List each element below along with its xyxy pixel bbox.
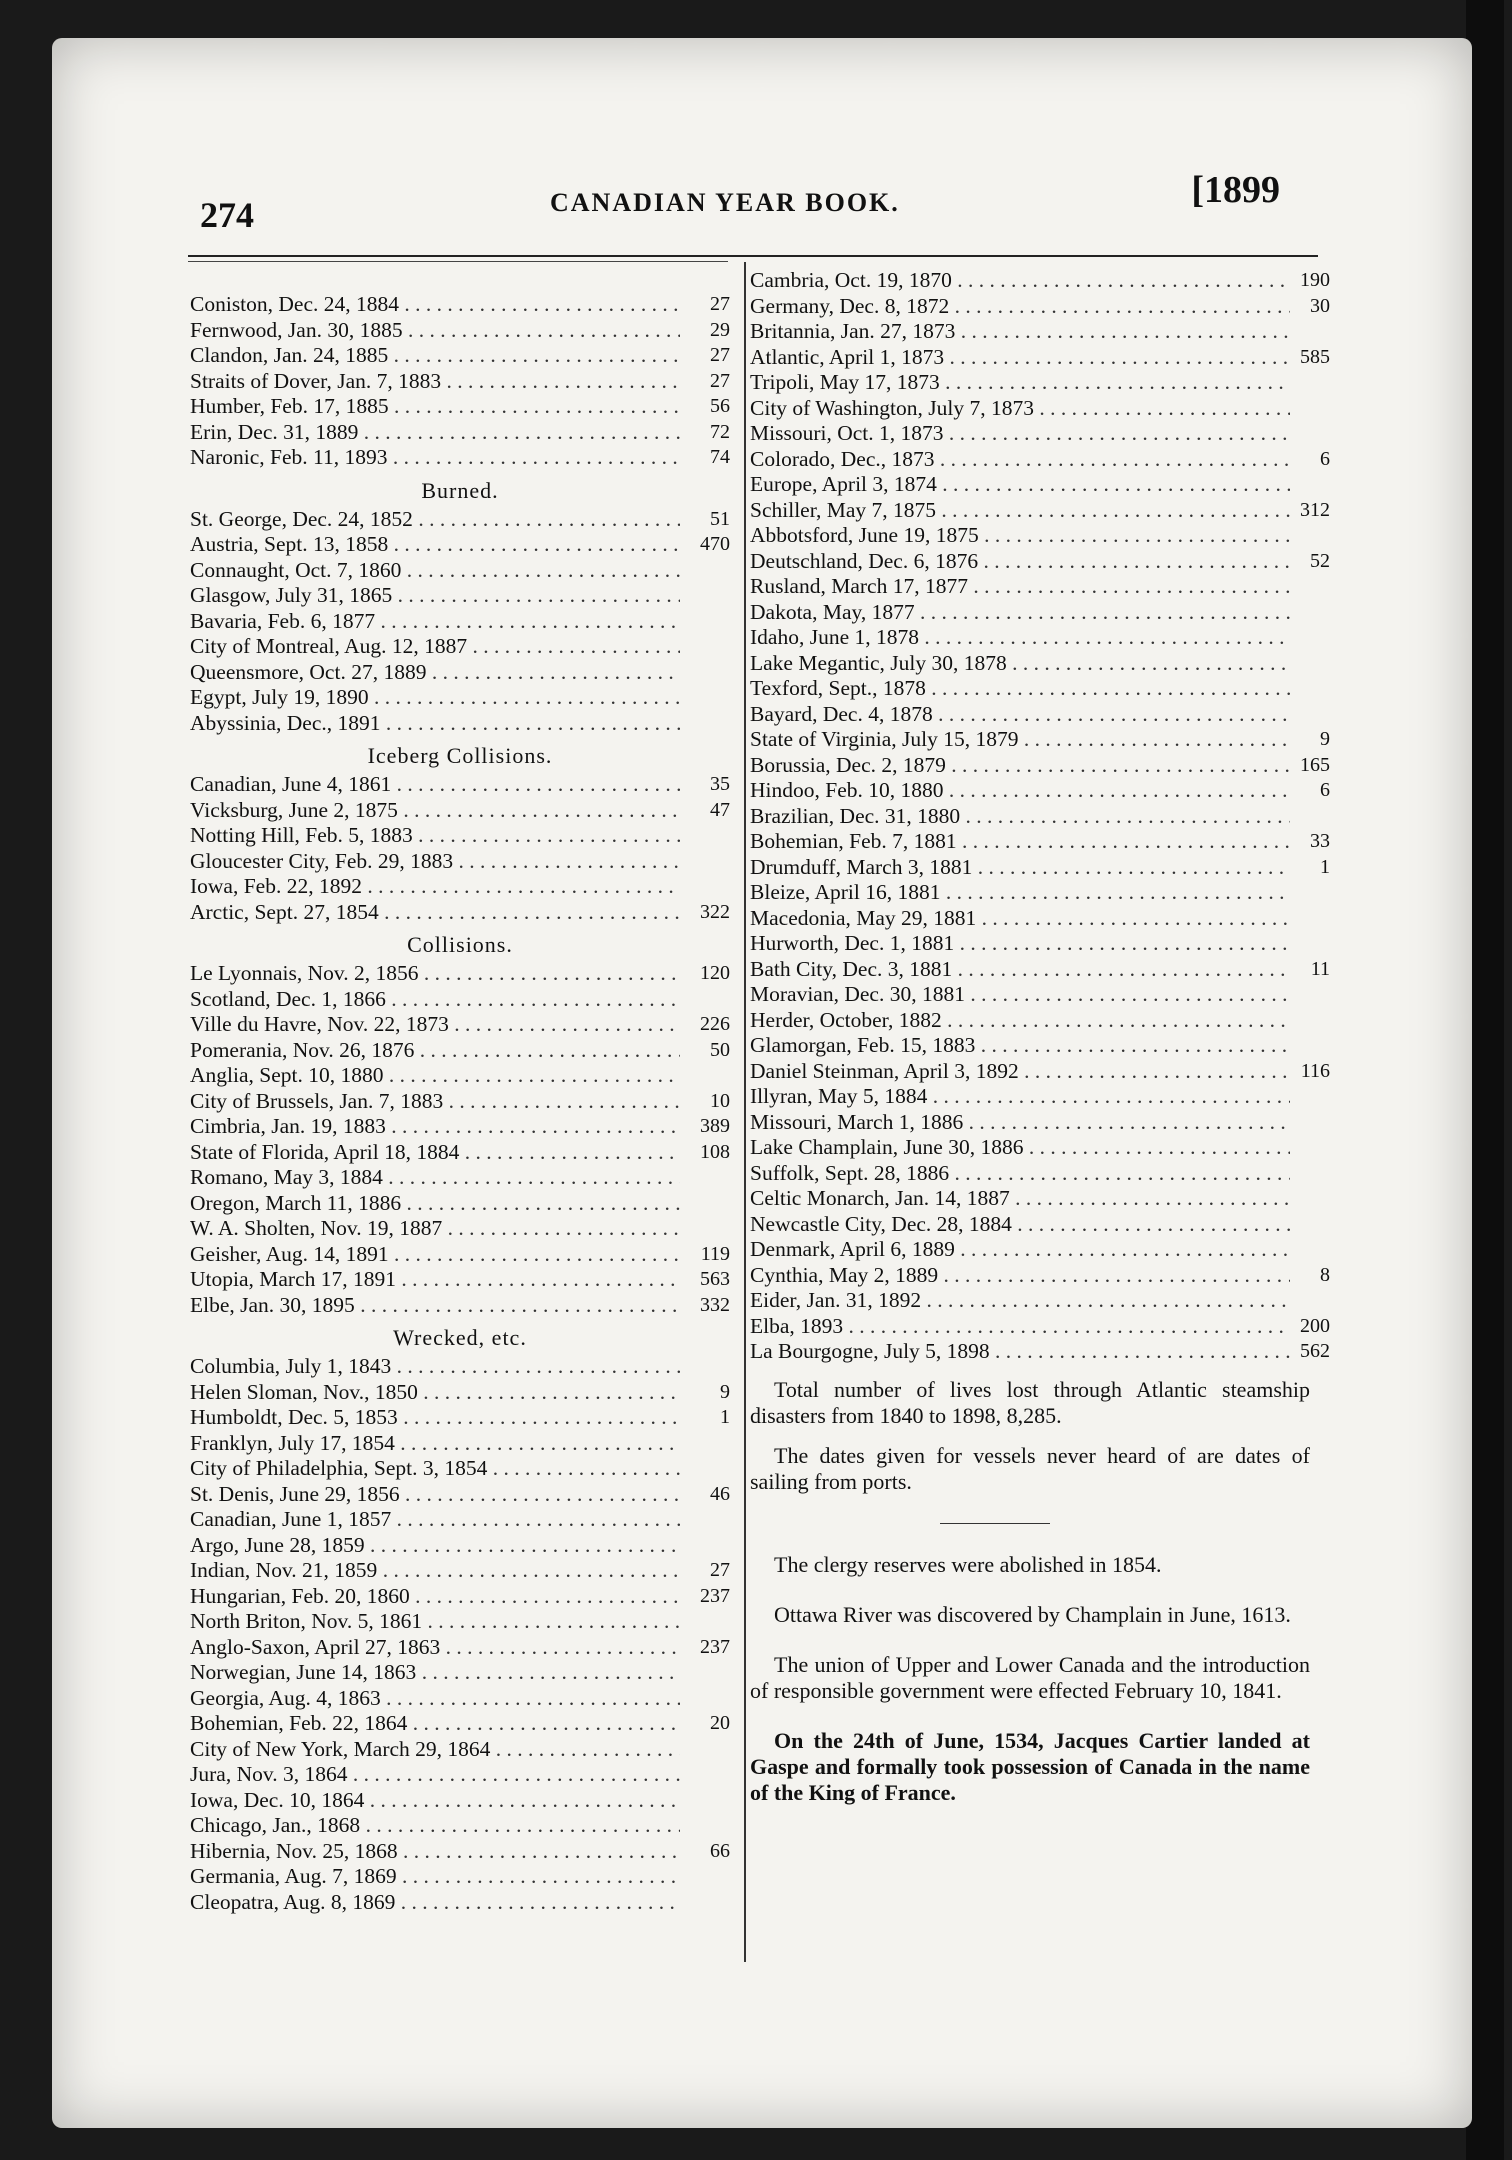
vessel-entry bbox=[750, 421, 1330, 447]
cartier-paragraph: On the 24th of June, 1534, Jacques Cartier landed at Gaspe and formally took possession of Canada in the name of the King of France. bbox=[750, 1727, 1310, 1805]
section-heading: Collisions. bbox=[407, 932, 513, 957]
lives-lost: 6 bbox=[1314, 778, 1330, 804]
vessel-entry bbox=[190, 1788, 730, 1814]
vessel-entry bbox=[750, 676, 1330, 702]
vessel-entry bbox=[190, 318, 730, 344]
vessel-name: Celtic Monarch, Jan. 14, 1887 . . . bbox=[750, 1186, 1290, 1212]
vessel-name: Bath City, Dec. 3, 1881 . . . bbox=[750, 957, 1290, 983]
vessel-name: Humboldt, Dec. 5, 1853 . . . bbox=[190, 1405, 680, 1431]
vessel-name: Franklyn, July 17, 1854 . . . bbox=[190, 1431, 680, 1457]
vessel-name: Illyran, May 5, 1884 . . . bbox=[750, 1084, 1290, 1110]
lives-lost: 108 bbox=[694, 1140, 730, 1166]
vessel-name: City of Brussels, Jan. 7, 1883 . . . bbox=[190, 1089, 680, 1115]
vessel-entry bbox=[190, 1431, 730, 1457]
vessel-entry bbox=[750, 957, 1330, 983]
vessel-entry bbox=[190, 1191, 730, 1217]
vessel-name: Cleopatra, Aug. 8, 1869 . . . bbox=[190, 1890, 680, 1916]
vessel-name: Rusland, March 17, 1877 . . . bbox=[750, 574, 1290, 600]
vessel-name: Borussia, Dec. 2, 1879 . . . bbox=[750, 753, 1290, 779]
lives-lost: 470 bbox=[694, 532, 730, 558]
running-title: CANADIAN YEAR BOOK. bbox=[550, 188, 900, 217]
vessel-entry bbox=[750, 1084, 1330, 1110]
vessel-entry bbox=[190, 961, 730, 987]
vessel-entry bbox=[190, 1038, 730, 1064]
vessel-name: Abyssinia, Dec., 1891 . . . bbox=[190, 711, 680, 737]
vessel-entry bbox=[190, 1686, 730, 1712]
vessel-entry bbox=[190, 660, 730, 686]
vessel-entry bbox=[190, 532, 730, 558]
lives-lost: 312 bbox=[1294, 498, 1330, 524]
page-number: 274 bbox=[200, 195, 254, 235]
vessel-entry bbox=[750, 1263, 1330, 1289]
column-divider bbox=[744, 262, 746, 1962]
lives-lost: 33 bbox=[1304, 829, 1330, 855]
lives-lost: 9 bbox=[714, 1380, 730, 1406]
lives-lost: 190 bbox=[1294, 268, 1330, 294]
vessel-entry bbox=[750, 880, 1330, 906]
vessel-name: Straits of Dover, Jan. 7, 1883 . . . bbox=[190, 369, 680, 395]
right-vessel-list bbox=[750, 262, 1330, 1365]
vessel-name: Notting Hill, Feb. 5, 1883 . . . bbox=[190, 823, 680, 849]
vessel-entry bbox=[750, 931, 1330, 957]
vessel-name: City of Montreal, Aug. 12, 1887 . . . bbox=[190, 634, 680, 660]
vessel-name: Le Lyonnais, Nov. 2, 1856 . . . bbox=[190, 961, 680, 987]
vessel-name: Queensmore, Oct. 27, 1889 . . . bbox=[190, 660, 680, 686]
vessel-name: Humber, Feb. 17, 1885 . . . bbox=[190, 394, 680, 420]
vessel-name: Fernwood, Jan. 30, 1885 . . . bbox=[190, 318, 680, 344]
vessel-entry bbox=[190, 823, 730, 849]
vessel-name: Dakota, May, 1877 . . . bbox=[750, 600, 1290, 626]
vessel-name: State of Florida, April 18, 1884 . . . bbox=[190, 1140, 680, 1166]
vessel-name: Romano, May 3, 1884 . . . bbox=[190, 1165, 680, 1191]
paragraph-separator bbox=[940, 1523, 1050, 1524]
vessel-entry bbox=[750, 727, 1330, 753]
vessel-entry bbox=[750, 268, 1330, 294]
vessel-name: Cimbria, Jan. 19, 1883 . . . bbox=[190, 1114, 680, 1140]
vessel-entry bbox=[750, 1314, 1330, 1340]
vessel-name: State of Virginia, July 15, 1879 . . . bbox=[750, 727, 1290, 753]
vessel-entry bbox=[190, 394, 730, 420]
vessel-name: Coniston, Dec. 24, 1884 . . . bbox=[190, 292, 680, 318]
vessel-name: Chicago, Jan., 1868 . . . bbox=[190, 1813, 680, 1839]
vessel-entry bbox=[190, 1890, 730, 1916]
dates-note-paragraph: The dates given for vessels never heard of are dates of sailing from ports. bbox=[750, 1442, 1310, 1494]
lives-lost: 27 bbox=[704, 292, 730, 318]
lives-lost: 27 bbox=[704, 343, 730, 369]
year-label: [1899 bbox=[1191, 169, 1280, 211]
lives-lost: 1 bbox=[1314, 855, 1330, 881]
lives-lost: 563 bbox=[694, 1267, 730, 1293]
vessel-name: Cynthia, May 2, 1889 . . . bbox=[750, 1263, 1290, 1289]
vessel-name: Gloucester City, Feb. 29, 1883 . . . bbox=[190, 849, 680, 875]
vessel-name: Europe, April 3, 1874 . . . bbox=[750, 472, 1290, 498]
vessel-entry bbox=[190, 711, 730, 737]
vessel-name: Hungarian, Feb. 20, 1860 . . . bbox=[190, 1584, 680, 1610]
vessel-name: North Briton, Nov. 5, 1861 . . . bbox=[190, 1609, 680, 1635]
vessel-name: Bayard, Dec. 4, 1878 . . . bbox=[750, 702, 1290, 728]
vessel-name: Bohemian, Feb. 22, 1864 . . . bbox=[190, 1711, 680, 1737]
vessel-entry bbox=[750, 906, 1330, 932]
section-heading: Burned. bbox=[421, 477, 499, 503]
vessel-entry bbox=[750, 370, 1330, 396]
vessel-entry bbox=[750, 1008, 1330, 1034]
vessel-entry bbox=[750, 778, 1330, 804]
vessel-name: Iowa, Dec. 10, 1864 . . . bbox=[190, 1788, 680, 1814]
vessel-name: Colorado, Dec., 1873 . . . bbox=[750, 447, 1290, 473]
lives-lost: 226 bbox=[694, 1012, 730, 1038]
vessel-entry bbox=[190, 1737, 730, 1763]
vessel-name: W. A. Sholten, Nov. 19, 1887 . . . bbox=[190, 1216, 680, 1242]
lives-lost: 27 bbox=[704, 1558, 730, 1584]
union-paragraph: The union of Upper and Lower Canada and the introduction of responsible government were effected February 10, 1841. bbox=[750, 1651, 1310, 1703]
vessel-name: Egypt, July 19, 1890 . . . bbox=[190, 685, 680, 711]
vessel-name: Deutschland, Dec. 6, 1876 . . . bbox=[750, 549, 1290, 575]
vessel-entry bbox=[750, 1161, 1330, 1187]
vessel-entry bbox=[190, 507, 730, 533]
vessel-name: Anglo-Saxon, April 27, 1863 . . . bbox=[190, 1635, 680, 1661]
vessel-name: Argo, June 28, 1859 . . . bbox=[190, 1533, 680, 1559]
vessel-name: Indian, Nov. 21, 1859 . . . bbox=[190, 1558, 680, 1584]
vessel-entry bbox=[190, 609, 730, 635]
vessel-name: Austria, Sept. 13, 1858 . . . bbox=[190, 532, 680, 558]
lives-lost: 1 bbox=[714, 1405, 730, 1431]
lives-lost: 8 bbox=[1314, 1263, 1330, 1289]
vessel-entry bbox=[190, 1864, 730, 1890]
vessel-name: Naronic, Feb. 11, 1893 . . . bbox=[190, 445, 680, 471]
vessel-entry bbox=[190, 1558, 730, 1584]
lives-lost: 322 bbox=[694, 900, 730, 926]
vessel-entry bbox=[190, 558, 730, 584]
vessel-entry bbox=[750, 574, 1330, 600]
vessel-entry bbox=[190, 343, 730, 369]
vessel-entry bbox=[750, 753, 1330, 779]
lives-lost: 47 bbox=[704, 798, 730, 824]
vessel-name: St. Denis, June 29, 1856 . . . bbox=[190, 1482, 680, 1508]
vessel-name: Macedonia, May 29, 1881 . . . bbox=[750, 906, 1290, 932]
lives-lost: 332 bbox=[694, 1293, 730, 1319]
lives-lost: 562 bbox=[1294, 1339, 1330, 1365]
vessel-name: Newcastle City, Dec. 28, 1884 . . . bbox=[750, 1212, 1290, 1238]
vessel-name: Glamorgan, Feb. 15, 1883 . . . bbox=[750, 1033, 1290, 1059]
vessel-entry bbox=[190, 1380, 730, 1406]
vessel-entry bbox=[190, 369, 730, 395]
lives-lost: 10 bbox=[704, 1089, 730, 1115]
vessel-name: Oregon, March 11, 1886 . . . bbox=[190, 1191, 680, 1217]
vessel-entry bbox=[190, 1762, 730, 1788]
vessel-entry bbox=[750, 1288, 1330, 1314]
vessel-name: Bavaria, Feb. 6, 1877 . . . bbox=[190, 609, 680, 635]
vessel-name: Suffolk, Sept. 28, 1886 . . . bbox=[750, 1161, 1290, 1187]
lives-lost: 237 bbox=[694, 1635, 730, 1661]
vessel-entry bbox=[750, 498, 1330, 524]
vessel-name: City of Washington, July 7, 1873 . . . bbox=[750, 396, 1290, 422]
lives-lost: 6 bbox=[1314, 447, 1330, 473]
vessel-name: Moravian, Dec. 30, 1881 . . . bbox=[750, 982, 1290, 1008]
vessel-name: St. George, Dec. 24, 1852 . . . bbox=[190, 507, 680, 533]
vessel-entry bbox=[190, 1140, 730, 1166]
vessel-name: Denmark, April 6, 1889 . . . bbox=[750, 1237, 1290, 1263]
lives-lost: 20 bbox=[704, 1711, 730, 1737]
vessel-entry bbox=[190, 1482, 730, 1508]
lives-lost: 11 bbox=[1305, 957, 1330, 983]
vessel-entry bbox=[750, 1339, 1330, 1365]
lives-lost: 52 bbox=[1304, 549, 1330, 575]
vessel-entry bbox=[190, 772, 730, 798]
vessel-entry bbox=[750, 1110, 1330, 1136]
vessel-name: Eider, Jan. 31, 1892 . . . bbox=[750, 1288, 1290, 1314]
vessel-entry bbox=[190, 1584, 730, 1610]
vessel-name: Atlantic, April 1, 1873 . . . bbox=[750, 345, 1290, 371]
vessel-name: Utopia, March 17, 1891 . . . bbox=[190, 1267, 680, 1293]
vessel-entry bbox=[750, 1237, 1330, 1263]
vessel-name: City of New York, March 29, 1864 . . . bbox=[190, 1737, 680, 1763]
lives-lost: 35 bbox=[704, 772, 730, 798]
vessel-entry bbox=[750, 319, 1330, 345]
vessel-entry bbox=[750, 651, 1330, 677]
vessel-name: Britannia, Jan. 27, 1873 . . . bbox=[750, 319, 1290, 345]
vessel-name: Jura, Nov. 3, 1864 . . . bbox=[190, 1762, 680, 1788]
vessel-name: Drumduff, March 3, 1881 . . . bbox=[750, 855, 1290, 881]
ottawa-paragraph: Ottawa River was discovered by Champlain in June, 1613. bbox=[774, 1601, 1291, 1627]
vessel-entry bbox=[190, 1267, 730, 1293]
vessel-entry bbox=[190, 1216, 730, 1242]
vessel-entry bbox=[190, 1089, 730, 1115]
total-lives-paragraph: Total number of lives lost through Atlantic steamship disasters from 1840 to 1898, 8,285. bbox=[750, 1376, 1310, 1428]
clergy-paragraph: The clergy reserves were abolished in 1854. bbox=[774, 1551, 1162, 1577]
vessel-name: Hurworth, Dec. 1, 1881 . . . bbox=[750, 931, 1290, 957]
lives-lost: 200 bbox=[1294, 1314, 1330, 1340]
vessel-name: Norwegian, June 14, 1863 . . . bbox=[190, 1660, 680, 1686]
vessel-entry bbox=[750, 804, 1330, 830]
vessel-entry bbox=[190, 292, 730, 318]
vessel-name: Texford, Sept., 1878 . . . bbox=[750, 676, 1290, 702]
vessel-entry bbox=[190, 874, 730, 900]
section-heading: Iceberg Collisions. bbox=[367, 743, 553, 768]
lives-lost: 237 bbox=[694, 1584, 730, 1610]
vessel-entry bbox=[190, 1293, 730, 1319]
vessel-entry bbox=[750, 396, 1330, 422]
vessel-entry bbox=[750, 702, 1330, 728]
vessel-name: City of Philadelphia, Sept. 3, 1854 . . . bbox=[190, 1456, 680, 1482]
vessel-entry bbox=[750, 447, 1330, 473]
vessel-name: Columbia, July 1, 1843 . . . bbox=[190, 1354, 680, 1380]
lives-lost: 389 bbox=[694, 1114, 730, 1140]
vessel-name: Canadian, June 1, 1857 . . . bbox=[190, 1507, 680, 1533]
vessel-entry bbox=[190, 583, 730, 609]
vessel-name: Anglia, Sept. 10, 1880 . . . bbox=[190, 1063, 680, 1089]
lives-lost: 66 bbox=[704, 1839, 730, 1865]
vessel-entry bbox=[190, 1354, 730, 1380]
lives-lost: 50 bbox=[704, 1038, 730, 1064]
vessel-entry bbox=[190, 1813, 730, 1839]
vessel-name: Bohemian, Feb. 7, 1881 . . . bbox=[750, 829, 1290, 855]
vessel-entry bbox=[750, 600, 1330, 626]
vessel-name: Brazilian, Dec. 31, 1880 . . . bbox=[750, 804, 1290, 830]
vessel-entry bbox=[190, 1660, 730, 1686]
vessel-entry bbox=[190, 1533, 730, 1559]
vessel-name: Elbe, Jan. 30, 1895 . . . bbox=[190, 1293, 680, 1319]
vessel-entry bbox=[750, 549, 1330, 575]
vessel-entry bbox=[190, 849, 730, 875]
vessel-name: Glasgow, July 31, 1865 . . . bbox=[190, 583, 680, 609]
lives-lost: 30 bbox=[1304, 294, 1330, 320]
lives-lost: 119 bbox=[695, 1242, 730, 1268]
left-column bbox=[190, 262, 730, 1915]
vessel-name: Pomerania, Nov. 26, 1876 . . . bbox=[190, 1038, 680, 1064]
vessel-name: Idaho, June 1, 1878 . . . bbox=[750, 625, 1290, 651]
lives-lost: 116 bbox=[1295, 1059, 1330, 1085]
vessel-entry bbox=[190, 900, 730, 926]
vessel-name: Hindoo, Feb. 10, 1880 . . . bbox=[750, 778, 1290, 804]
vessel-name: La Bourgogne, July 5, 1898 . . . bbox=[750, 1339, 1290, 1365]
lives-lost: 51 bbox=[704, 507, 730, 533]
vessel-name: Herder, October, 1882 . . . bbox=[750, 1008, 1290, 1034]
page-header bbox=[200, 168, 1280, 235]
vessel-entry bbox=[750, 294, 1330, 320]
right-column bbox=[750, 262, 1330, 1806]
vessel-name: Tripoli, May 17, 1873 . . . bbox=[750, 370, 1290, 396]
vessel-entry bbox=[190, 1635, 730, 1661]
vessel-name: Geisher, Aug. 14, 1891 . . . bbox=[190, 1242, 680, 1268]
vessel-entry bbox=[750, 523, 1330, 549]
vessel-name: Bleize, April 16, 1881 . . . bbox=[750, 880, 1290, 906]
vessel-name: Arctic, Sept. 27, 1854 . . . bbox=[190, 900, 680, 926]
vessel-name: Erin, Dec. 31, 1889 . . . bbox=[190, 420, 680, 446]
vessel-entry bbox=[190, 445, 730, 471]
vessel-entry bbox=[750, 472, 1330, 498]
vessel-name: Abbotsford, June 19, 1875 . . . bbox=[750, 523, 1290, 549]
vessel-entry bbox=[190, 1609, 730, 1635]
vessel-name: Vicksburg, June 2, 1875 . . . bbox=[190, 798, 680, 824]
vessel-entry bbox=[190, 798, 730, 824]
vessel-entry bbox=[190, 420, 730, 446]
section-heading: Wrecked, etc. bbox=[393, 1325, 527, 1350]
vessel-name: Daniel Steinman, April 3, 1892 . . . bbox=[750, 1059, 1290, 1085]
vessel-entry bbox=[190, 1063, 730, 1089]
vessel-name: Missouri, Oct. 1, 1873 . . . bbox=[750, 421, 1290, 447]
vessel-name: Ville du Havre, Nov. 22, 1873 . . . bbox=[190, 1012, 680, 1038]
vessel-name: Schiller, May 7, 1875 . . . bbox=[750, 498, 1290, 524]
vessel-name: Connaught, Oct. 7, 1860 . . . bbox=[190, 558, 680, 584]
vessel-name: Lake Megantic, July 30, 1878 . . . bbox=[750, 651, 1290, 677]
vessel-name: Germania, Aug. 7, 1869 . . . bbox=[190, 1864, 680, 1890]
vessel-name: Cambria, Oct. 19, 1870 . . . bbox=[750, 268, 1290, 294]
vessel-entry bbox=[190, 634, 730, 660]
vessel-entry bbox=[190, 1165, 730, 1191]
vessel-entry bbox=[750, 345, 1330, 371]
vessel-name: Missouri, March 1, 1886 . . . bbox=[750, 1110, 1290, 1136]
vessel-entry bbox=[190, 1114, 730, 1140]
vessel-name: Hibernia, Nov. 25, 1868 . . . bbox=[190, 1839, 680, 1865]
vessel-name: Lake Champlain, June 30, 1886 . . . bbox=[750, 1135, 1290, 1161]
vessel-entry bbox=[750, 855, 1330, 881]
header-rule bbox=[188, 255, 1318, 257]
vessel-name: Germany, Dec. 8, 1872 . . . bbox=[750, 294, 1290, 320]
lives-lost: 46 bbox=[704, 1482, 730, 1508]
vessel-name: Helen Sloman, Nov., 1850 . . . bbox=[190, 1380, 680, 1406]
top-spacer bbox=[190, 262, 730, 292]
vessel-name: Scotland, Dec. 1, 1866 . . . bbox=[190, 987, 680, 1013]
lives-lost: 9 bbox=[1314, 727, 1330, 753]
vessel-name: Canadian, June 4, 1861 . . . bbox=[190, 772, 680, 798]
lives-lost: 56 bbox=[704, 394, 730, 420]
vessel-entry bbox=[750, 1135, 1330, 1161]
vessel-entry bbox=[750, 982, 1330, 1008]
lives-lost: 74 bbox=[704, 445, 730, 471]
vessel-entry bbox=[190, 1405, 730, 1431]
vessel-entry bbox=[190, 1711, 730, 1737]
lives-lost: 29 bbox=[704, 318, 730, 344]
lives-lost: 585 bbox=[1294, 345, 1330, 371]
vessel-name: Georgia, Aug. 4, 1863 . . . bbox=[190, 1686, 680, 1712]
vessel-entry bbox=[190, 1242, 730, 1268]
lives-lost: 120 bbox=[694, 961, 730, 987]
vessel-entry bbox=[750, 1033, 1330, 1059]
vessel-entry bbox=[190, 1012, 730, 1038]
vessel-name: Elba, 1893 . . . bbox=[750, 1314, 1290, 1340]
vessel-entry bbox=[190, 1456, 730, 1482]
vessel-entry bbox=[190, 987, 730, 1013]
vessel-entry bbox=[750, 1059, 1330, 1085]
lives-lost: 165 bbox=[1294, 753, 1330, 779]
lives-lost: 72 bbox=[704, 420, 730, 446]
vessel-name: Iowa, Feb. 22, 1892 . . . bbox=[190, 874, 680, 900]
vessel-name: Clandon, Jan. 24, 1885 . . . bbox=[190, 343, 680, 369]
vessel-entry bbox=[750, 829, 1330, 855]
vessel-entry bbox=[190, 685, 730, 711]
vessel-entry bbox=[750, 1212, 1330, 1238]
vessel-entry bbox=[750, 1186, 1330, 1212]
lives-lost: 27 bbox=[704, 369, 730, 395]
vessel-entry bbox=[190, 1507, 730, 1533]
vessel-entry bbox=[190, 1839, 730, 1865]
vessel-entry bbox=[750, 625, 1330, 651]
